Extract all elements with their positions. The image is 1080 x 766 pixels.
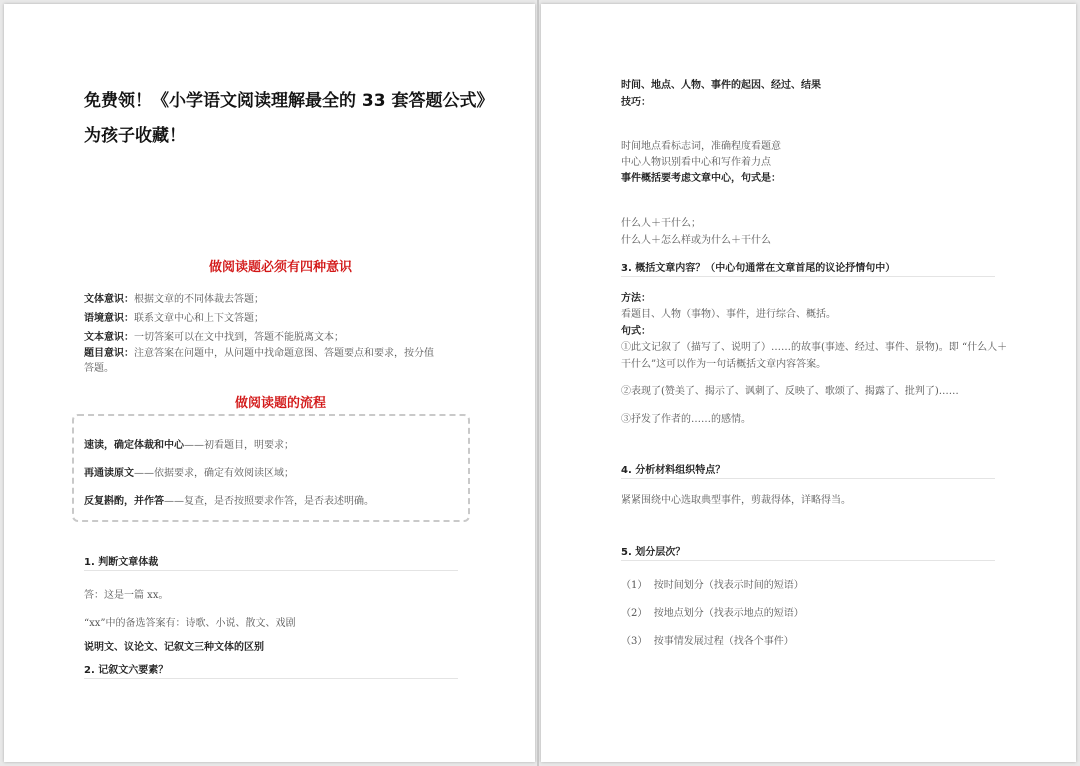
layer-item: （3） 按事情发展过程（找各个事件） — [621, 636, 794, 647]
q1-difference: 说明文、议论文、记叙文三种文体的区别 — [84, 642, 264, 653]
awareness-item: 文本意识：一切答案可以在文中找到，答题不能脱离文本； — [84, 332, 344, 343]
q3-heading: 3. 概括文章内容？（中心句通常在文章首尾的议论抒情句中） — [621, 263, 896, 274]
layer-item: （2） 按地点划分（找表示地点的短语） — [621, 608, 804, 619]
awareness-item: 语境意识：联系文章中心和上下文答题； — [84, 313, 264, 324]
sentence-label: 句式： — [621, 326, 651, 337]
flow-step: 再通读原文——依据要求，确定有效阅读区域； — [84, 468, 294, 479]
event-summary: 事件概括要考虑文章中心，句式是： — [621, 173, 781, 184]
tip-item: 中心人物识别看中心和写作着力点 — [621, 157, 771, 168]
q1-answer: 答：这是一篇 xx。 — [84, 590, 169, 601]
q4-heading: 4. 分析材料组织特点？ — [621, 465, 726, 476]
flow-step: 反复斟酌，并作答——复查，是否按照要求作答，是否表述明确。 — [84, 496, 374, 507]
awareness-item: 题目意识：注意答案在问题中，从问题中找命题意图、答题要点和要求，按分值 — [84, 348, 434, 359]
sentence-3: ③抒发了作者的……的感情。 — [621, 414, 751, 425]
sentence-2: ②表现了(赞美了、揭示了、讽刺了、反映了、歌颂了、揭露了、批判了)…… — [621, 386, 959, 397]
divider — [84, 570, 458, 571]
method-label: 方法： — [621, 293, 651, 304]
flow-step: 速读，确定体裁和中心——初看题目，明要求； — [84, 440, 294, 451]
q2-heading: 2. 记叙文六要素？ — [84, 665, 169, 676]
doc-title-line2: 为孩子收藏！ — [84, 126, 186, 146]
book-spine — [537, 0, 539, 766]
q1-heading: 1. 判断文章体裁 — [84, 557, 159, 568]
q4-text: 紧紧围绕中心选取典型事件，剪裁得体，详略得当。 — [621, 495, 851, 506]
divider — [84, 678, 458, 679]
awareness-item-cont: 答题。 — [84, 363, 114, 374]
tips-label: 技巧： — [621, 97, 651, 108]
q5-heading: 5. 划分层次？ — [621, 547, 686, 558]
pattern-item: 什么人＋干什么； — [621, 218, 701, 229]
tip-item: 时间地点看标志词，准确程度看题意 — [621, 141, 781, 152]
heading-four-awareness: 做阅读题必须有四种意识 — [208, 260, 352, 275]
method-text: 看题目、人物（事物）、事件，进行综合、概括。 — [621, 309, 836, 320]
sentence-1-line1: ①此文记叙了（描写了、说明了）……的故事(事迹、经过、事件、景物)。即 “什么人＋ — [621, 342, 1008, 353]
pattern-item: 什么人＋怎么样或为什么＋干什么 — [621, 235, 771, 246]
q1-options: “xx”中的备选答案有：诗歌、小说、散文、戏剧 — [84, 618, 296, 629]
sentence-1-line2: 干什么”这可以作为一句话概括文章内容答案。 — [621, 359, 827, 370]
layer-item: （1） 按时间划分（找表示时间的短语） — [621, 580, 804, 591]
awareness-item: 文体意识：根据文章的不同体裁去答题； — [84, 294, 264, 305]
heading-reading-flow: 做阅读题的流程 — [234, 396, 326, 411]
divider — [621, 560, 995, 561]
six-elements: 时间、地点、人物、事件的起因、经过、结果 — [621, 80, 821, 91]
divider — [621, 478, 995, 479]
left-page — [4, 4, 535, 762]
right-page — [541, 4, 1076, 762]
doc-title-line1: 免费领！《小学语文阅读理解最全的 33 套答题公式》 — [84, 91, 494, 111]
divider — [621, 276, 995, 277]
